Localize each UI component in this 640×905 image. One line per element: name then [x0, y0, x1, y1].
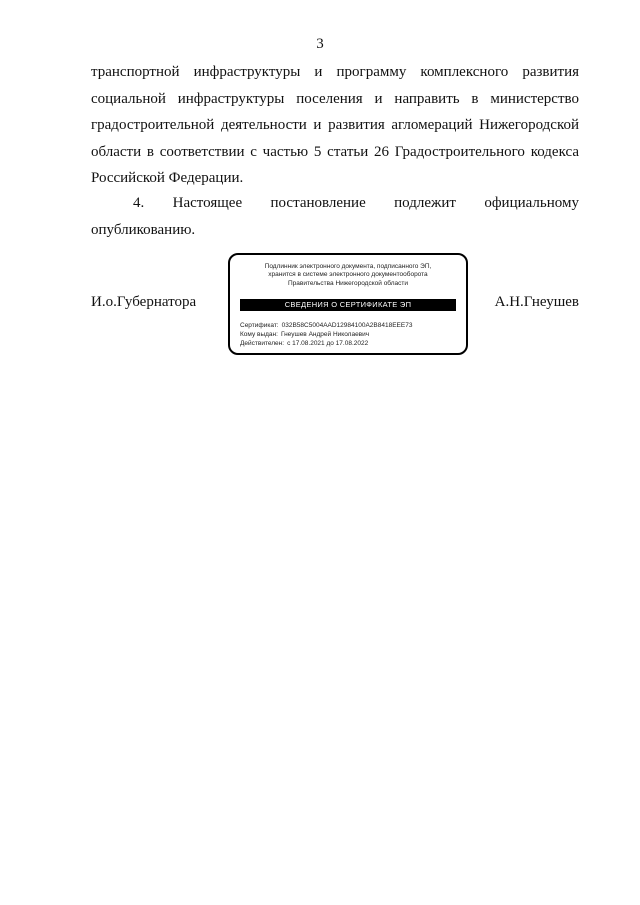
stamp-title-bar: СВЕДЕНИЯ О СЕРТИФИКАТЕ ЭП: [240, 299, 456, 311]
stamp-header-line: Правительства Нижегородской области: [287, 279, 409, 287]
text-line: Российской Федерации.: [91, 170, 244, 186]
validity-value: с 17.08.2021 до 17.08.2022: [287, 340, 369, 347]
electronic-signature-stamp: [228, 253, 468, 355]
stamp-header-line: хранится в системе электронного документооборота: [268, 271, 428, 279]
stamp-header-line: Подлинник электронного документа, подписанного ЭП,: [264, 263, 432, 270]
signatory-name: А.Н.Гнеушев: [494, 294, 579, 310]
stamp-details: [240, 321, 412, 348]
certificate-row: [240, 321, 412, 330]
signatory-position: И.о.Губернатора: [91, 294, 197, 310]
issued-to-row: [240, 330, 412, 339]
text-line: опубликованию.: [91, 221, 196, 238]
text-line: области в соответствии с частью 5 статьи 26 Градостроительного кодекса: [91, 143, 579, 160]
text-line: градостроительной деятельности и развития агломераций Нижегородской: [91, 117, 579, 133]
paragraph-item-4: [91, 190, 579, 243]
issued-to-value: Гнеушев Андрей Николаевич: [280, 331, 370, 338]
text-line: транспортной инфраструктуры и программу комплексного развития: [91, 64, 579, 80]
paragraph-continuation: [91, 59, 579, 192]
validity-row: [240, 339, 412, 348]
text-line: 4. Настоящее постановление подлежит официальному: [133, 195, 579, 211]
stamp-header: [230, 263, 466, 288]
certificate-value: 032B58C5004AAD12984100A2B8418EEE73: [281, 322, 413, 329]
issued-to-label: Кому выдан:: [240, 331, 278, 338]
text-line: социальной инфраструктуры поселения и направить в министерство: [91, 90, 579, 107]
page-number: 3: [316, 36, 324, 52]
validity-label: Действителен:: [240, 340, 285, 347]
certificate-label: Сертификат:: [240, 322, 279, 329]
